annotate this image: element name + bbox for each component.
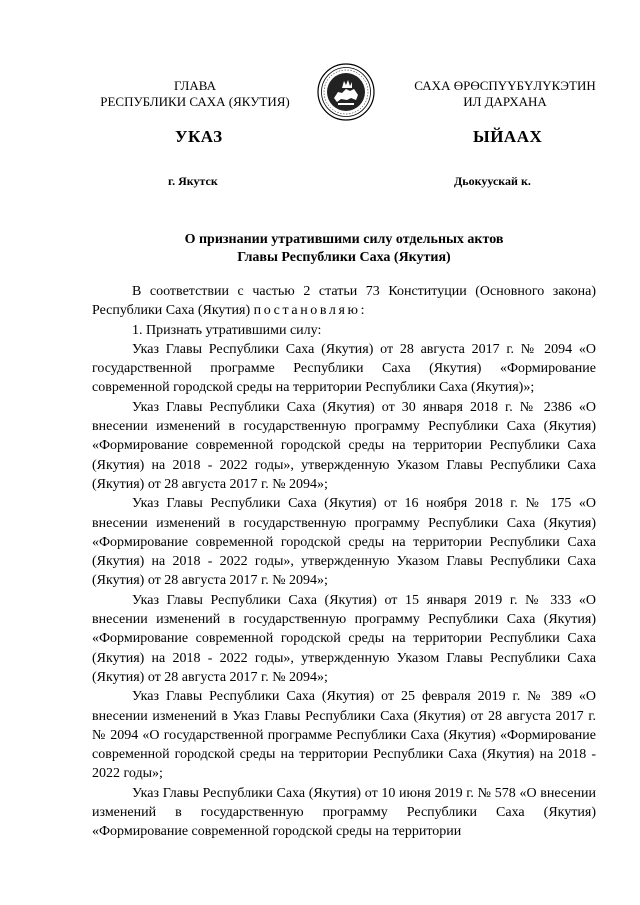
header-right	[385, 78, 625, 110]
title-ukaz: УКАЗ	[175, 127, 223, 146]
header-left-line1: ГЛАВА	[174, 78, 216, 93]
header-left-line2: РЕСПУБЛИКИ САХА (ЯКУТИЯ)	[100, 94, 290, 109]
document-heading-line1: О признании утратившими силу отдельных актов	[184, 232, 504, 247]
city-right: Дьокуускай к.	[454, 174, 531, 188]
document-body	[92, 282, 596, 842]
act-paragraph: Указ Главы Республики Саха (Якутия) от 16 ноября 2018 г. № 175 «О внесении изменений в государственную программу Республики Саха (Якутия) «Формирование современной городской среды на территории Республики Саха (Якутия) на 2018 - 2022 годы», утвержденную Указом Главы Республики Саха (Якутия) от 28 августа 2017 г. № 2094»;	[92, 496, 596, 589]
header-right-line1: САХА ӨРӨСПҮҮБҮЛҮКЭТИН	[414, 78, 596, 93]
title-yiaakh: ЫЙААХ	[473, 127, 543, 146]
header-left	[80, 78, 310, 110]
act-paragraph: Указ Главы Республики Саха (Якутия) от 30 января 2018 г. № 2386 «О внесении изменений в государственную программу Республики Саха (Якутия) «Формирование современной городской среды на территории Республики Саха (Якутия) на 2018 - 2022 годы», утвержденную Указом Главы Республики Саха (Якутия) от 28 августа 2017 г. № 2094»;	[92, 399, 596, 492]
intro-paragraph	[92, 282, 596, 321]
header-right-line2: ИЛ ДАРХАНА	[463, 94, 547, 109]
item-1: 1. Признать утратившими силу:	[132, 322, 322, 338]
act-paragraph: Указ Главы Республики Саха (Якутия) от 28 августа 2017 г. № 2094 «О государственной программе Республики Саха (Якутия) «Формирование современной городской среды на территории Республики Саха (Якутия)»;	[92, 341, 596, 396]
document-heading	[92, 231, 596, 267]
intro-text: В соответствии с частью 2 статьи 73 Конституции (Основного закона) Республики Саха (Якутия)	[92, 284, 596, 319]
coat-of-arms-emblem-icon	[316, 62, 376, 122]
act-paragraph: Указ Главы Республики Саха (Якутия) от 15 января 2019 г. № 333 «О внесении изменений в государственную программу Республики Саха (Якутия) «Формирование современной городской среды на территории Республики Саха (Якутия) на 2018 - 2022 годы», утвержденную Указом Главы Республики Саха (Якутия) от 28 августа 2017 г. № 2094»;	[92, 592, 596, 685]
act-paragraph: Указ Главы Республики Саха (Якутия) от 10 июня 2019 г. № 578 «О внесении изменений в государственную программу Республики Саха (Якутия) «Формирование современной городской среды на территории	[92, 785, 596, 840]
document-heading-line2: Главы Республики Саха (Якутия)	[237, 250, 451, 265]
decree-word: постановляю:	[253, 303, 368, 319]
city-left: г. Якутск	[168, 174, 218, 188]
act-paragraph: Указ Главы Республики Саха (Якутия) от 25 февраля 2019 г. № 389 «О внесении изменений в Указ Главы Республики Саха (Якутия) от 28 августа 2017 г. № 2094 «О государственной программе Республики Саха (Якутия) «Формирование современной городской среды на территории Республики Саха (Якутия) на 2018 - 2022 годы»;	[92, 689, 596, 782]
